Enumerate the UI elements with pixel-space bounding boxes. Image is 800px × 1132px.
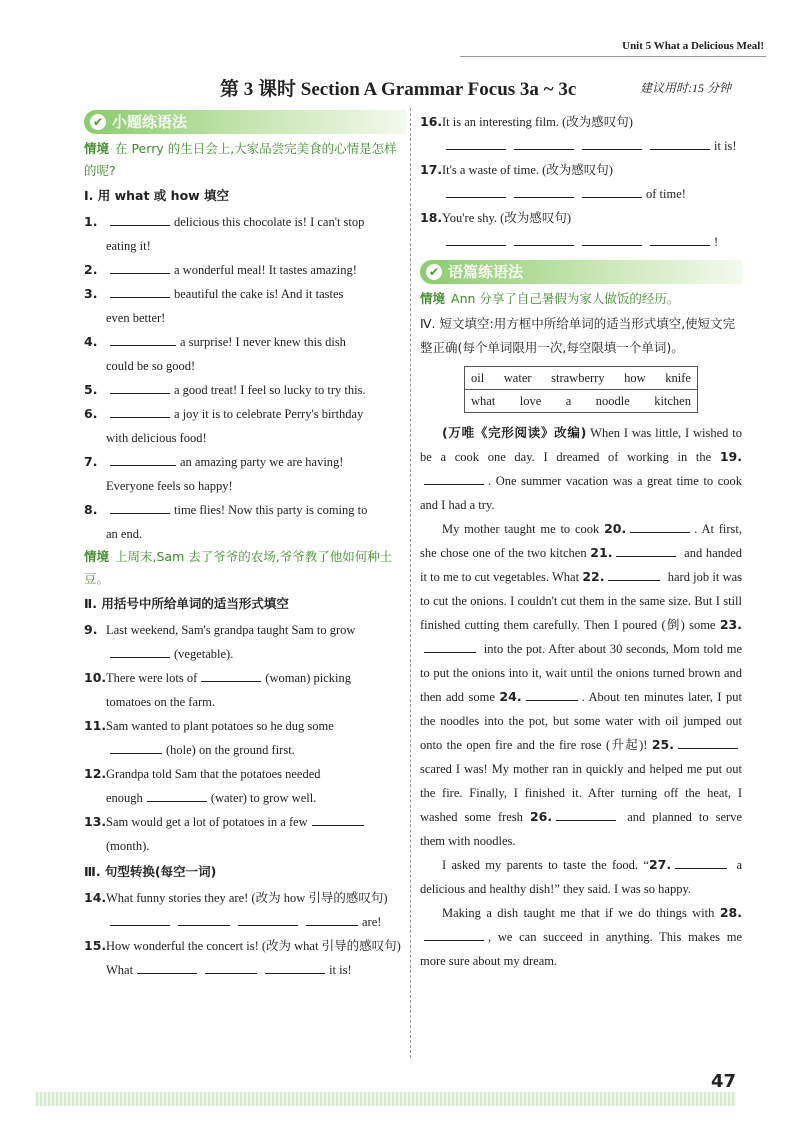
footer-stripe xyxy=(36,1092,736,1106)
blank-19[interactable] xyxy=(424,470,484,485)
blank-8[interactable] xyxy=(110,499,170,514)
page-title: 第 3 课时 Section A Grammar Focus 3a ~ 3c xyxy=(220,79,577,100)
left-column: ✔ 小题练语法 情境 在 Perry 的生日会上,大家品尝完美食的心情是怎样的呢? Ⅰ. 用 what 或 how 填空 1. delicious this chocolate is! I can't stop eating it! 2. a wonderful meal! It tastes amazing! 3. beautiful the cake is! And it tastes even better! 4. a surprise! I never knew this dish could be so good! 5. a good treat! I feel so lucky to try this. 6. a joy it is to celebrate Perry's birthday with delicious food! 7. an amazing party we are having! Everyone feels so happy! 8. time flies! Now this party is coming to an end. 情境 上周末,Sam 去了爷爷的农场,爷爷教了他如何种土豆。 Ⅱ. 用括号中所给单词的适当形式填空 9. Last weekend, Sam's grandpa taught Sam to grow (vegetable). 10. There were lots of (woman) picking tomatoes on the farm. 11. Sam wanted to plant potatoes so he dug some (hole) on the ground first. 12. Grandpa told Sam that the potatoes needed enough (water) to grow well. 13. Sam would get a lot of potatoes in a few (month). Ⅲ. 句型转换(每空一词) 14. What funny stories they are! (改为 how 引导的感叹句) are! 15. How wonderful the concert is! (改为 what 引导的感叹句) What it is! xyxy=(84,110,406,982)
section-2-heading: Ⅱ. 用括号中所给单词的适当形式填空 xyxy=(84,596,289,611)
unit-header: Unit 5 What a Delicious Meal! xyxy=(622,40,764,52)
header-rule xyxy=(460,56,766,57)
question-17: 17. It's a waste of time. (改为感叹句) xyxy=(420,162,613,177)
blank-24[interactable] xyxy=(526,686,578,701)
check-icon: ✔ xyxy=(90,114,106,130)
question-10: 10. There were lots of (woman) picking xyxy=(84,666,406,690)
blank-4[interactable] xyxy=(110,331,176,346)
scene-1: 情境 在 Perry 的生日会上,大家品尝完美食的心情是怎样的呢? xyxy=(84,141,397,178)
question-5: 5. a good treat! I feel so lucky to try this. xyxy=(84,378,406,402)
scene-2: 情境 上周末,Sam 去了爷爷的农场,爷爷教了他如何种土豆。 xyxy=(84,549,393,586)
question-12: 12. Grandpa told Sam that the potatoes needed xyxy=(84,766,321,781)
question-15: 15. How wonderful the concert is! (改为 what 引导的感叹句) xyxy=(84,938,401,953)
section-1-heading: Ⅰ. 用 what 或 how 填空 xyxy=(84,188,230,203)
blank-22[interactable] xyxy=(608,566,660,581)
section-3-heading: Ⅲ. 句型转换(每空一词) xyxy=(84,864,217,879)
blank-21[interactable] xyxy=(616,542,676,557)
blank-2[interactable] xyxy=(110,259,170,274)
question-9: 9. Last weekend, Sam's grandpa taught Sam to grow xyxy=(84,622,356,637)
blank-23[interactable] xyxy=(424,638,476,653)
question-16: 16. It is an interesting film. (改为感叹句) xyxy=(420,114,633,129)
passage-paragraph-4: Making a dish taught me that if we do things with 28., we can succeed in anything. This makes me more sure about my dream. xyxy=(420,905,742,968)
blank-27[interactable] xyxy=(675,854,727,869)
blank-25[interactable] xyxy=(678,734,738,749)
time-hint: 建议用时:15 分钟 xyxy=(640,81,731,95)
page-number: 47 xyxy=(710,1071,736,1092)
scene-3: 情境 Ann 分享了自己暑假为家人做饭的经历。 xyxy=(420,291,680,306)
question-8: 8. time flies! Now this party is coming to xyxy=(84,498,406,522)
question-1: 1. delicious this chocolate is! I can't stop xyxy=(84,210,406,234)
blank-28[interactable] xyxy=(424,926,484,941)
question-3: 3. beautiful the cake is! And it tastes xyxy=(84,282,406,306)
question-4: 4. a surprise! I never knew this dish xyxy=(84,330,406,354)
blank-5[interactable] xyxy=(110,379,170,394)
blank-11[interactable] xyxy=(110,739,162,754)
passage-paragraph-3: I asked my parents to taste the food. “27. a delicious and healthy dish!” they said. I was so happy. xyxy=(420,853,742,901)
blank-20[interactable] xyxy=(630,518,690,533)
blank-9[interactable] xyxy=(110,643,170,658)
banner-grammar-practice: ✔ 小题练语法 xyxy=(84,110,406,134)
blank-13[interactable] xyxy=(312,811,364,826)
banner-discourse-practice: ✔ 语篇练语法 xyxy=(420,260,742,284)
question-11: 11. Sam wanted to plant potatoes so he dug some xyxy=(84,718,334,733)
word-box: oil water strawberry how knife what love a noodle kitchen xyxy=(464,366,698,413)
right-column: 16. It is an interesting film. (改为感叹句) it is! 17. It's a waste of time. (改为感叹句) of time! 18. You're shy. (改为感叹句) ! ✔ 语篇练语法 情境 Ann 分享了自己暑假为家人做饭的经历。 Ⅳ. 短文填空:用方框中所给单词的适当形式填空,使短文完整正确(每个单词限用一次,每空限填一个单词)。 oil water strawberry how knife what love a noodle kitchen (万唯《完形阅读》改编) When I was little, I wished to be a cook one day. I dreamed of working in the 19.. One summer vacation was a great time to cook and I had a try. My mother taught me to cook 20. . At first, she chose one of the two kitchen 21. and handed it to me to cut vegetables. What 22. hard job it was to cut the onions. I couldn't cut them in the same size. But I still finished cutting them carefully. Then I poured (倒) some 23. into the pot. After about 30 seconds, Mom told me to put the onions into it, wait until the onions turned brown and then add some 24. . About ten minutes later, I put the noodles into the pot, but some water with oil jumped out onto the open fire and the fire rose (升起)! 25. scared I was! My mother ran in quickly and helped me put out the fire. Finally, I finished it. After turning off the heat, I washed some fresh 26. and planned to serve them with noodles. I asked my parents to taste the food. “27. a delicious and healthy dish!” they said. I was so happy. Making a dish taught me that if we do things with 28., we can succeed in anything. This makes me more sure about my dream. xyxy=(420,110,742,973)
question-18: 18. You're shy. (改为感叹句) xyxy=(420,210,571,225)
blank-3[interactable] xyxy=(110,283,170,298)
question-6: 6. a joy it is to celebrate Perry's birthday xyxy=(84,402,406,426)
blank-26[interactable] xyxy=(556,806,616,821)
blank-12[interactable] xyxy=(147,787,207,802)
question-2: 2. a wonderful meal! It tastes amazing! xyxy=(84,258,406,282)
blank-6[interactable] xyxy=(110,403,170,418)
question-14: 14. What funny stories they are! (改为 how 引导的感叹句) xyxy=(84,890,388,905)
section-4-heading: Ⅳ. 短文填空:用方框中所给单词的适当形式填空,使短文完整正确(每个单词限用一次,每空限填一个单词)。 xyxy=(420,316,736,355)
question-7: 7. an amazing party we are having! xyxy=(84,450,406,474)
passage-paragraph-1: (万唯《完形阅读》改编) When I was little, I wished to be a cook one day. I dreamed of working in the 19.. One summer vacation was a great time to cook and I had a try. xyxy=(420,425,742,512)
column-divider xyxy=(410,108,411,1058)
blank-10[interactable] xyxy=(201,667,261,682)
blank-7[interactable] xyxy=(110,451,176,466)
check-icon: ✔ xyxy=(426,264,442,280)
blank-1[interactable] xyxy=(110,211,170,226)
question-13: 13. Sam would get a lot of potatoes in a few xyxy=(84,810,406,834)
passage-paragraph-2: My mother taught me to cook 20. . At first, she chose one of the two kitchen 21. and handed it to me to cut vegetables. What 22. hard job it was to cut the onions. I couldn't cut them in the same size. But I still finished cutting them carefully. Then I poured (倒) some 23. into the pot. After about 30 seconds, Mom told me to put the onions into it, wait until the onions turned brown and then add some 24. . About ten minutes later, I put the noodles into the pot, but some water with oil jumped out onto the open fire and the fire rose (升起)! 25. scared I was! My mother ran in quickly and helped me put out the fire. Finally, I finished it. After turning off the heat, I washed some fresh 26. and planned to serve them with noodles. xyxy=(420,517,742,853)
